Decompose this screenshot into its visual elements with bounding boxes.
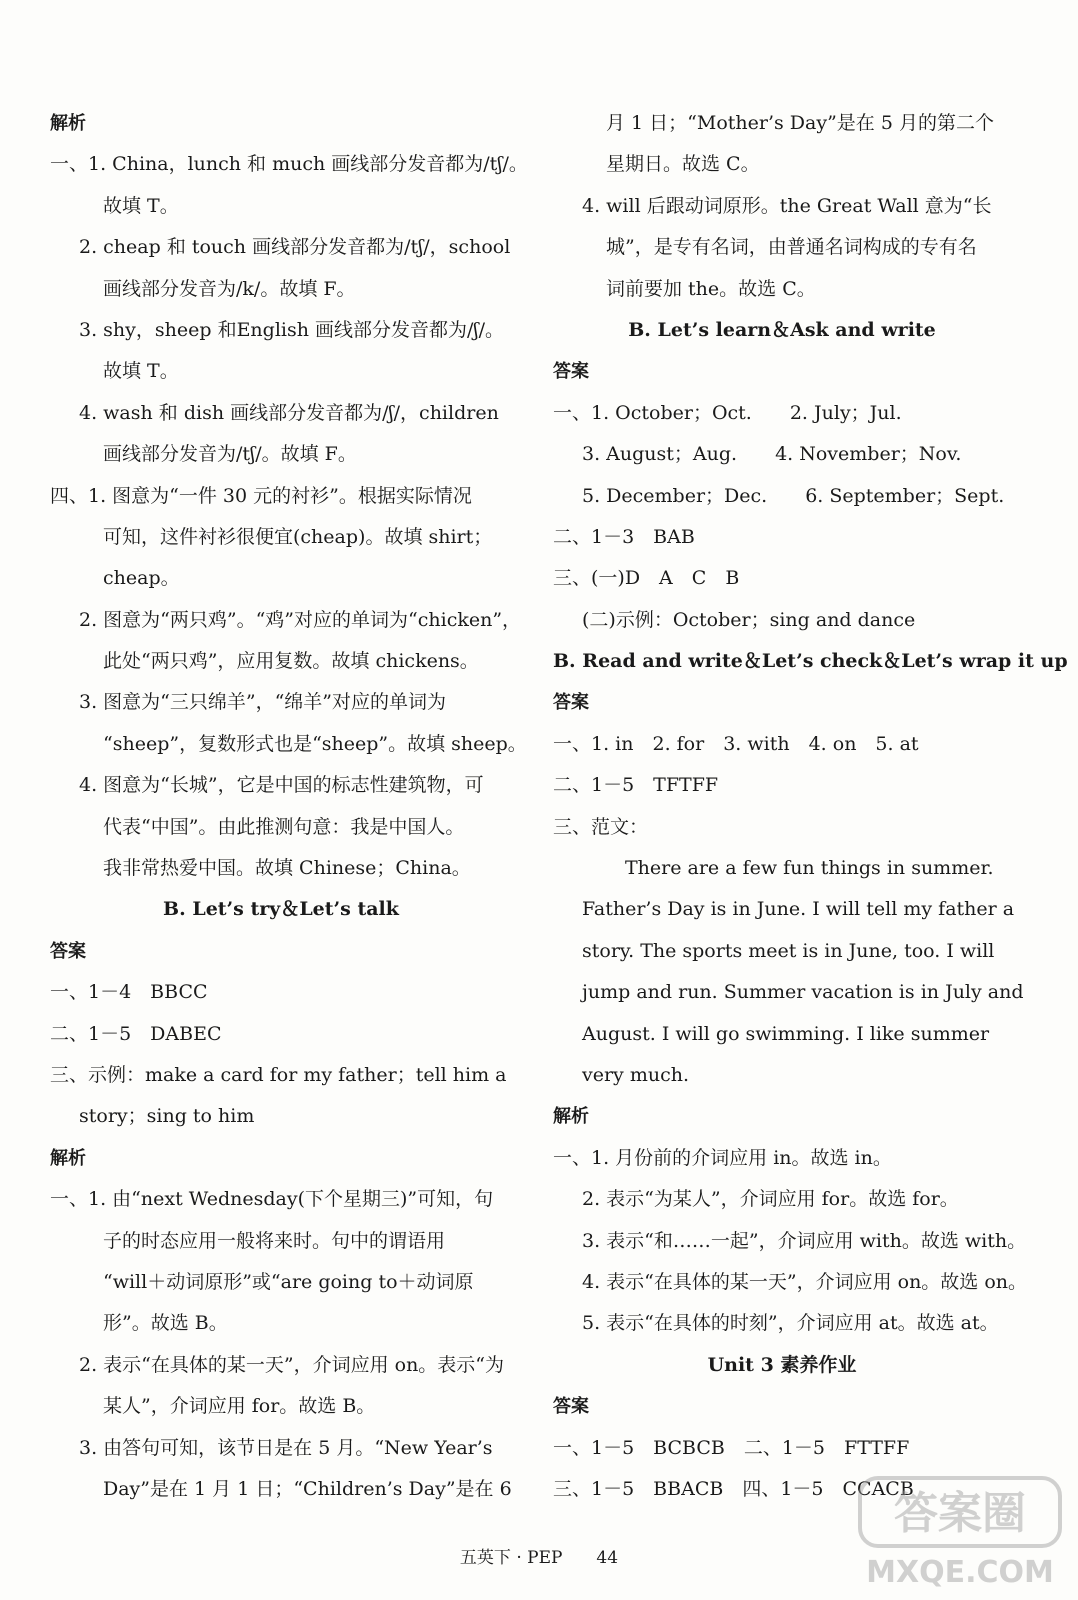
text-line: 此处“两只鸡”，应用复数。故填 chickens。: [103, 650, 479, 673]
text-line: 三、示例：make a card for my father；tell him a: [50, 1063, 507, 1086]
text-line: Day”是在 1 月 1 日；“Children’s Day”是在 6: [103, 1477, 512, 1500]
text-line: 三、(一)D A C B: [553, 567, 740, 590]
text-line: 代表“中国”。由此推测句意：我是中国人。: [103, 815, 465, 838]
text-line: 形”。故选 B。: [103, 1312, 228, 1335]
text-line: 画线部分发音为/k/。故填 F。: [103, 277, 356, 300]
section-heading: 答案: [553, 692, 589, 714]
watermark-logo: [850, 1470, 1070, 1595]
text-line: 月 1 日；“Mother’s Day”是在 5 月的第二个: [606, 112, 994, 134]
text-line: “will＋动词原形”或“are going to＋动词原: [103, 1270, 474, 1293]
text-line: 城”，是专有名词，由普通名词构成的专有名: [606, 236, 977, 259]
text-line: 我非常热爱中国。故填 Chinese；China。: [103, 857, 471, 880]
text-line: 三、范文：: [553, 815, 649, 838]
text-line: 一、1－4 BBCC: [50, 981, 208, 1004]
text-line: 4. will 后跟动词原形。the Great Wall 意为“长: [582, 194, 992, 217]
text-line: 4. 图意为“长城”，它是中国的标志性建筑物，可: [79, 774, 484, 797]
section-heading: 答案: [50, 940, 86, 962]
text-line: 一、1. China，lunch 和 much 画线部分发音都为/tʃ/。: [50, 153, 528, 176]
section-heading: 解析: [553, 1106, 589, 1128]
text-line: 3. 由答句可知，该节日是在 5 月。“New Year’s: [79, 1436, 493, 1459]
section-heading: 解析: [50, 113, 86, 134]
text-line: 2. 表示“在具体的某一天”，介词应用 on。表示“为: [79, 1353, 505, 1376]
text-line: jump and run. Summer vacation is in July and: [582, 981, 1024, 1004]
text-line: 5. December；Dec. 6. September；Sept.: [582, 484, 1005, 507]
text-line: 一、1. 由“next Wednesday(下个星期三)”可知，句: [50, 1188, 494, 1211]
text-line: 3. August；Aug. 4. November；Nov.: [582, 443, 962, 466]
text-line: 3. 表示“和……一起”，介词应用 with。故选 with。: [582, 1229, 1027, 1252]
text-line: 二、1－5 DABEC: [50, 1022, 222, 1045]
left-column: [50, 103, 528, 1510]
text-line: story；sing to him: [79, 1105, 255, 1128]
section-title: B. Read and write＆Let’s check＆Let’s wrap it up: [553, 650, 1068, 673]
text-line: 一、1. 月份前的介词应用 in。故选 in。: [553, 1146, 892, 1169]
text-line: 二、1－3 BAB: [553, 525, 695, 548]
text-line: 故填 T。: [103, 360, 179, 383]
text-line: 二、1－5 TFTFF: [553, 774, 719, 797]
right-column: [553, 103, 1068, 1510]
text-line: August. I will go swimming. I like summer: [582, 1022, 990, 1045]
text-line: 一、1. October；Oct. 2. July；Jul.: [553, 401, 902, 424]
section-heading: 答案: [553, 1396, 589, 1418]
text-line: 一、1－5 BCBCB 二、1－5 FTTFF: [553, 1436, 910, 1459]
text-line: (二)示例：October；sing and dance: [582, 608, 916, 631]
text-line: story. The sports meet is in June, too. I will: [582, 939, 995, 962]
text-line: 一、1. in 2. for 3. with 4. on 5. at: [553, 732, 919, 755]
text-line: 四、1. 图意为“一件 30 元的衬衫”。根据实际情况: [50, 484, 472, 507]
text-line: 2. 图意为“两只鸡”。“鸡”对应的单词为“chicken”，: [79, 608, 522, 631]
text-line: 星期日。故选 C。: [606, 153, 760, 176]
text-line: 3. shy，sheep 和English 画线部分发音都为/ʃ/。: [79, 318, 504, 341]
text-line: 3. 图意为“三只绵羊”，“绵羊”对应的单词为: [79, 691, 447, 714]
text-line: 4. wash 和 dish 画线部分发音都为/ʃ/，children: [79, 401, 499, 424]
text-line: 子的时态应用一般将来时。句中的谓语用: [103, 1229, 446, 1252]
text-line: There are a few fun things in summer.: [625, 857, 994, 880]
text-line: Father’s Day is in June. I will tell my father a: [582, 898, 1015, 921]
text-line: 画线部分发音为/tʃ/。故填 F。: [103, 443, 357, 466]
text-line: 5. 表示“在具体的时刻”，介词应用 at。故选 at。: [582, 1312, 999, 1335]
text-line: “sheep”，复数形式也是“sheep”。故填 sheep。: [103, 732, 527, 755]
text-line: 4. 表示“在具体的某一天”，介词应用 on。故选 on。: [582, 1270, 1028, 1293]
text-line: cheap。: [103, 567, 180, 590]
text-line: 2. cheap 和 touch 画线部分发音都为/tʃ/，school: [79, 236, 511, 259]
text-line: very much.: [582, 1063, 690, 1086]
section-title: B. Let’s learn＆Ask and write: [628, 318, 936, 341]
text-line: 某人”，介词应用 for。故选 B。: [103, 1395, 376, 1418]
svg-text:MXQE.COM: MXQE.COM: [866, 1555, 1054, 1590]
section-heading: 解析: [50, 1147, 86, 1169]
section-heading: 答案: [553, 361, 589, 383]
text-line: 2. 表示“为某人”，介词应用 for。故选 for。: [582, 1188, 959, 1211]
section-title: B. Let’s try＆Let’s talk: [163, 898, 399, 921]
svg-text:答案圈: 答案圈: [894, 1488, 1026, 1539]
text-line: 词前要加 the。故选 C。: [606, 277, 816, 300]
text-line: 三、1－5 BBACB 四、1－5 CCACB: [553, 1477, 914, 1500]
section-title: Unit 3 素养作业: [707, 1353, 857, 1376]
text-line: 可知，这件衬衫很便宜(cheap)。故填 shirt；: [103, 525, 493, 548]
text-line: 故填 T。: [103, 194, 179, 217]
page-footer: 五英下 · PEP 44: [459, 1548, 619, 1568]
